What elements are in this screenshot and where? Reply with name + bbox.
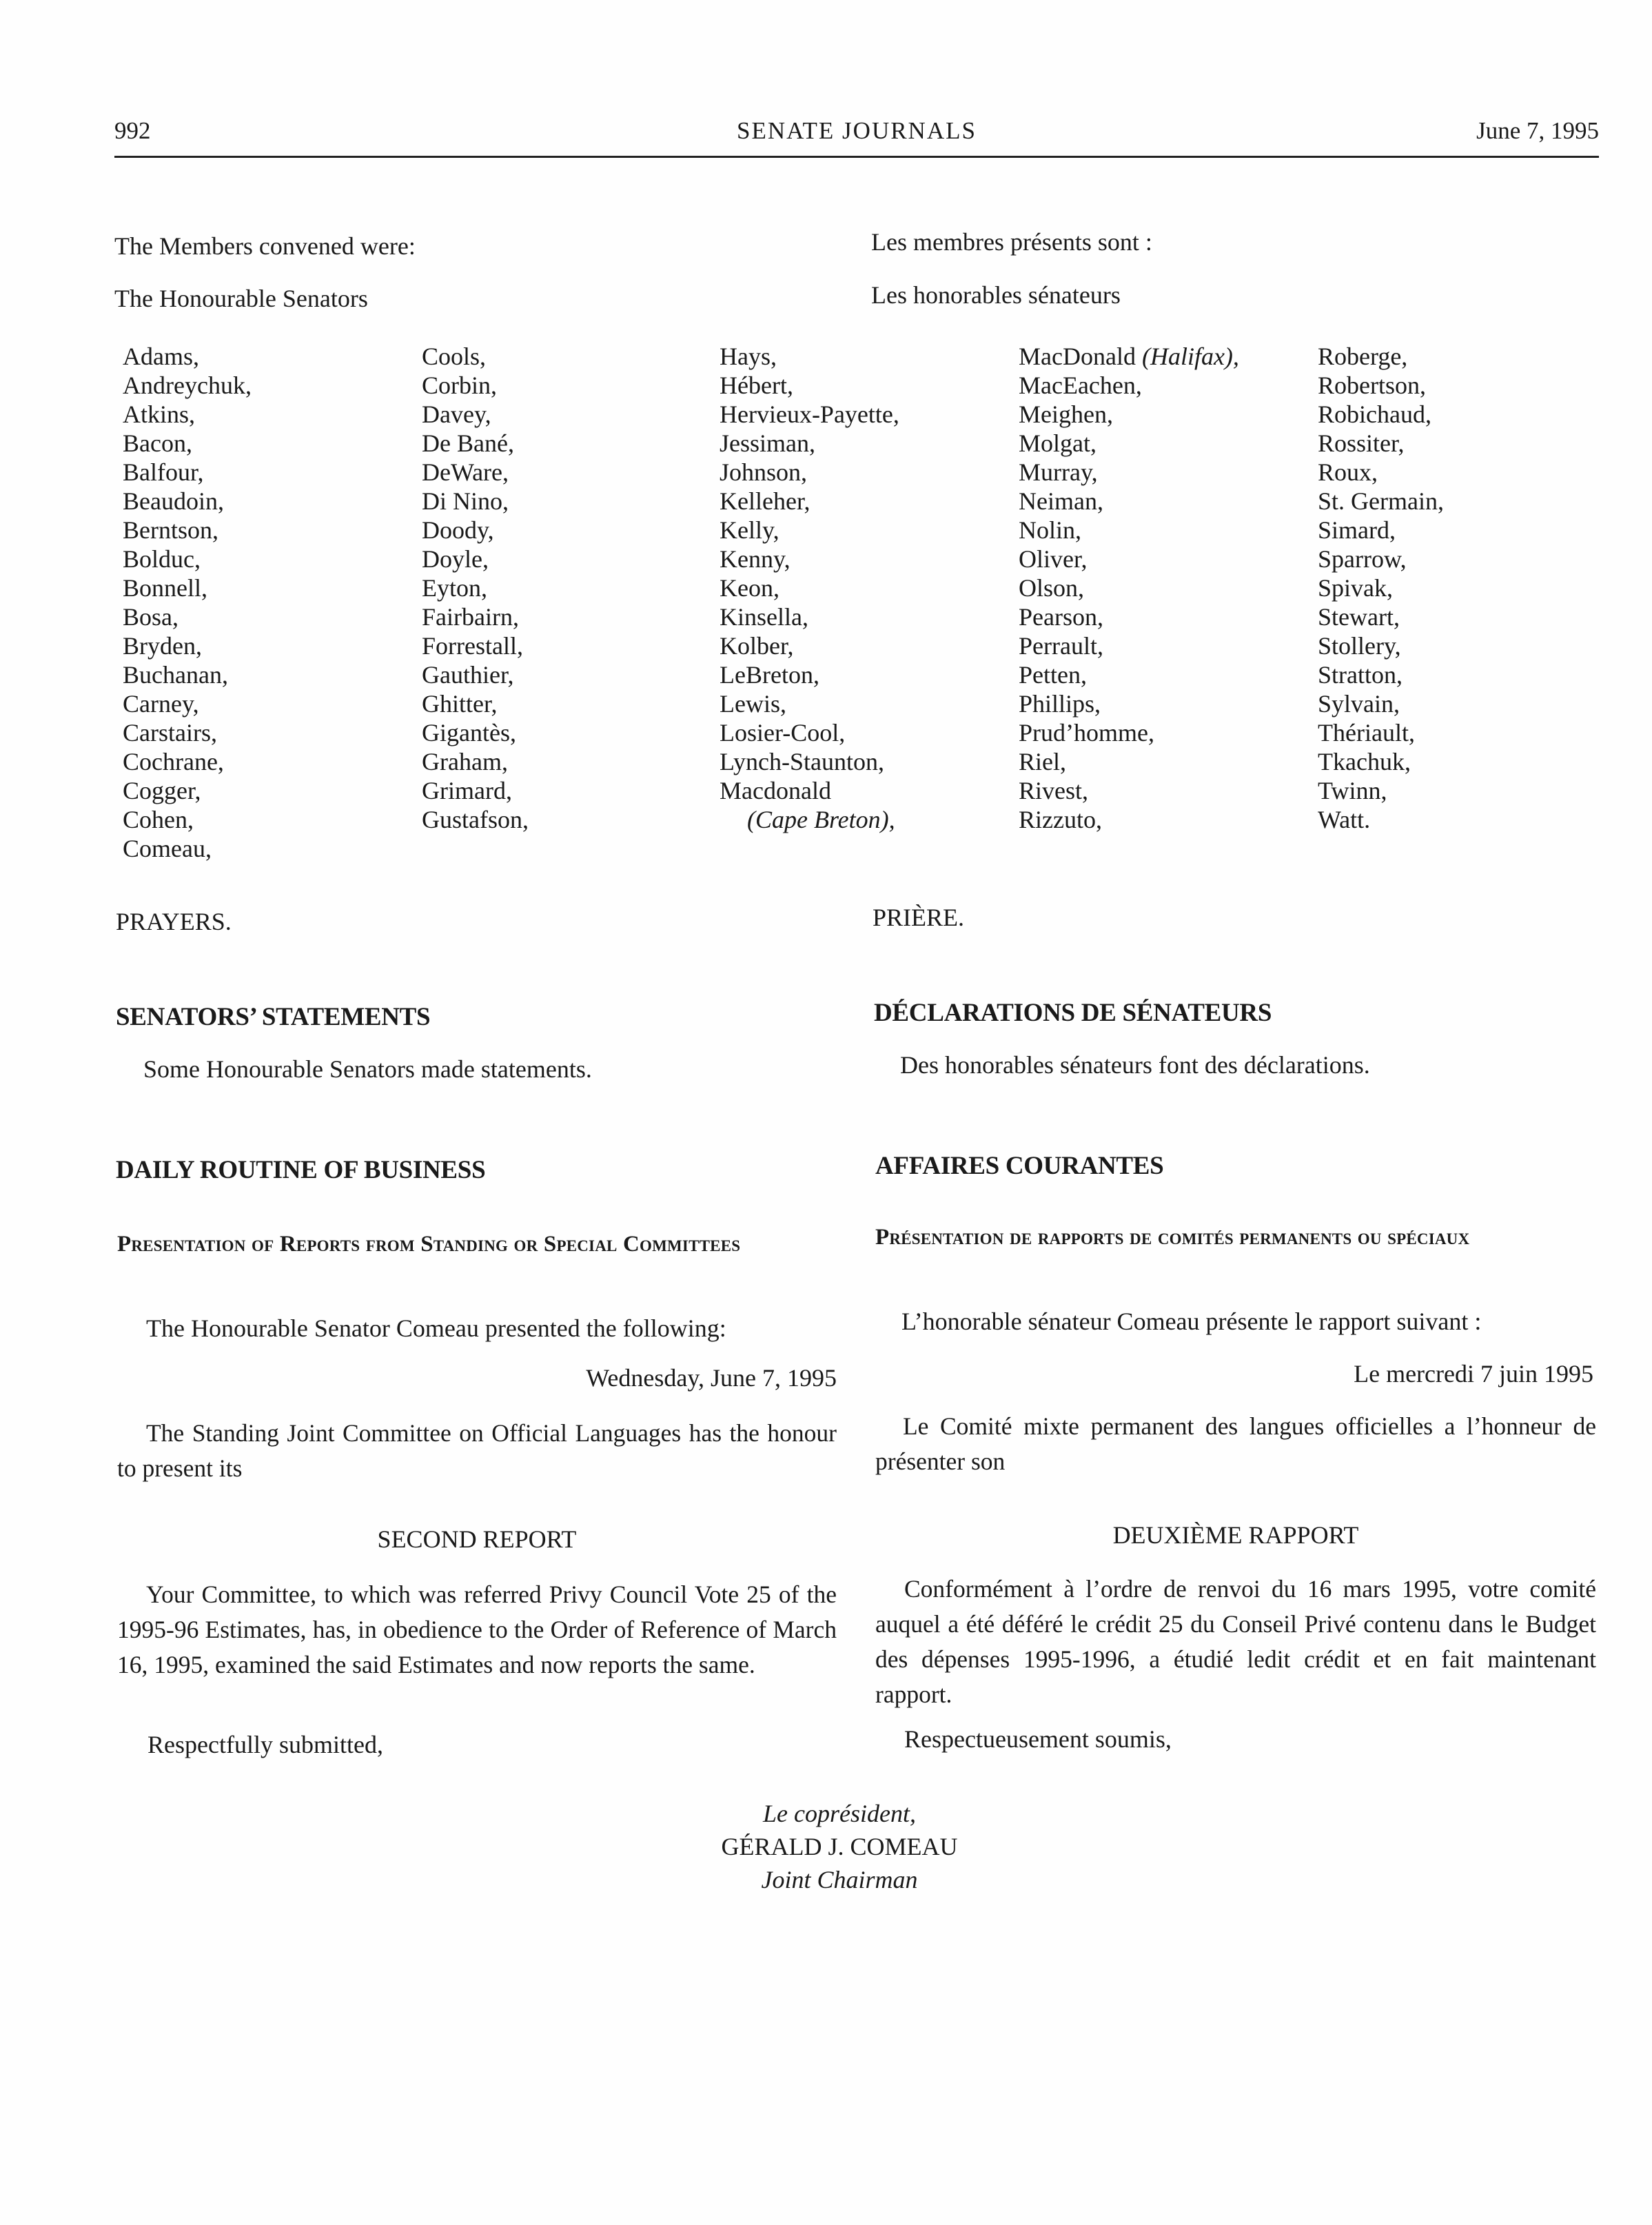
senator-name: Watt. <box>1318 806 1371 833</box>
senator-name: Doyle, <box>422 545 489 573</box>
senator-name: Johnson, <box>720 458 808 486</box>
senator-column-2 <box>422 342 529 834</box>
senator-name: Spivak, <box>1318 574 1394 602</box>
senator-name: Graham, <box>422 748 508 775</box>
statements-heading-en: SENATORS’ STATEMENTS <box>116 1003 431 1031</box>
signature-role-en: Joint Chairman <box>761 1866 918 1893</box>
members-convened-en: The Members convened were: <box>114 232 416 260</box>
reports-subheading-en: Presentation of Reports from Standing or Special Committees <box>117 1232 741 1257</box>
journal-title: SENATE JOURNALS <box>737 117 977 144</box>
senator-name: Kelly, <box>720 516 779 544</box>
closing-fr: Respectueusement soumis, <box>904 1725 1172 1753</box>
senator-name: Meighen, <box>1019 400 1113 428</box>
senator-name: Cogger, <box>123 777 201 804</box>
senator-name: Stollery, <box>1318 632 1401 660</box>
senator-name-with-riding <box>1019 342 1239 371</box>
senator-name: Gigantès, <box>422 719 516 746</box>
report-title-en: SECOND REPORT <box>377 1525 577 1553</box>
senator-name: Carstairs, <box>123 719 217 746</box>
senator-name: Bryden, <box>123 632 202 660</box>
senator-column-4 <box>1019 342 1239 834</box>
presented-fr: L’honorable sénateur Comeau présente le rapport suivant : <box>901 1308 1482 1335</box>
senator-name: Comeau, <box>123 835 212 862</box>
routine-heading-fr: AFFAIRES COURANTES <box>875 1152 1164 1180</box>
signature-role-fr: Le coprésident, <box>763 1800 916 1827</box>
header-date: June 7, 1995 <box>1476 117 1599 144</box>
senator-name: Cohen, <box>123 806 194 833</box>
senators-heading-fr: Les honorables sénateurs <box>871 281 1121 309</box>
senator-name: Hébert, <box>720 372 793 399</box>
senator-name: Losier-Cool, <box>720 719 846 746</box>
senator-name: Hervieux-Payette, <box>720 400 899 428</box>
senator-name: Simard, <box>1318 516 1396 544</box>
senator-name: Kolber, <box>720 632 794 660</box>
senator-name: Di Nino, <box>422 487 509 515</box>
senator-column-5 <box>1318 342 1444 834</box>
senator-name: Neiman, <box>1019 487 1103 515</box>
committee-intro-en: The Standing Joint Committee on Official Languages has the honour to present its <box>117 1419 837 1482</box>
report-date-fr: Le mercredi 7 juin 1995 <box>1354 1360 1593 1388</box>
prayers-fr: PRIÈRE. <box>873 904 965 931</box>
senator-name: Kelleher, <box>720 487 810 515</box>
reports-subheading-fr: Présentation de rapports de comités permanents ou spéciaux <box>875 1225 1470 1250</box>
senator-name: Nolin, <box>1019 516 1082 544</box>
senator-name: Hays, <box>720 343 777 370</box>
senator-name: Molgat, <box>1019 429 1097 457</box>
senator-name: Roberge, <box>1318 343 1408 370</box>
senator-name: Buchanan, <box>123 661 228 689</box>
senator-name: Gustafson, <box>422 806 529 833</box>
senator-name: Robichaud, <box>1318 400 1431 428</box>
senator-name: Olson, <box>1019 574 1085 602</box>
senator-riding: (Cape Breton), <box>747 806 895 833</box>
senator-name: Bacon, <box>123 429 192 457</box>
senator-name: Cools, <box>422 343 487 370</box>
senator-name: DeWare, <box>422 458 509 486</box>
senator-name: Corbin, <box>422 372 498 399</box>
senator-name: Twinn, <box>1318 777 1387 804</box>
senator-name: Kinsella, <box>720 603 808 631</box>
senator-name: Rizzuto, <box>1019 806 1102 833</box>
senator-name: Sparrow, <box>1318 545 1407 573</box>
senator-column-1 <box>123 342 252 863</box>
senator-name: Berntson, <box>123 516 218 544</box>
routine-heading-en: DAILY ROUTINE OF BUSINESS <box>116 1156 486 1184</box>
senator-name: Atkins, <box>123 400 196 428</box>
senator-name: Davey, <box>422 400 491 428</box>
senator-name: Petten, <box>1019 661 1087 689</box>
header-rule <box>114 156 1599 158</box>
senator-name: Bolduc, <box>123 545 201 573</box>
senator-name: Ghitter, <box>422 690 498 718</box>
page-header <box>114 117 1599 157</box>
senator-name: Balfour, <box>123 458 204 486</box>
statements-text-en: Some Honourable Senators made statements. <box>143 1055 592 1083</box>
senator-name: Phillips, <box>1019 690 1101 718</box>
senator-name: Murray, <box>1019 458 1098 486</box>
senator-name: Roux, <box>1318 458 1378 486</box>
senator-name: De Bané, <box>422 429 514 457</box>
senator-name: Jessiman, <box>720 429 815 457</box>
senator-name: Kenny, <box>720 545 791 573</box>
statements-text-fr: Des honorables sénateurs font des déclarations. <box>900 1051 1370 1079</box>
senator-name: MacEachen, <box>1019 372 1142 399</box>
senator-name: Doody, <box>422 516 494 544</box>
senator-name: Lewis, <box>720 690 786 718</box>
senator-name: Rivest, <box>1019 777 1089 804</box>
senator-name: Lynch-Staunton, <box>720 748 884 775</box>
senator-name: Beaudoin, <box>123 487 224 515</box>
senator-riding: (Halifax), <box>1141 343 1239 370</box>
senator-name: Eyton, <box>422 574 487 602</box>
signature-name: GÉRALD J. COMEAU <box>721 1833 958 1860</box>
senator-name: Robertson, <box>1318 372 1426 399</box>
senator-name: Bosa, <box>123 603 179 631</box>
senator-column-3 <box>720 342 899 834</box>
page-number: 992 <box>114 117 151 144</box>
prayers-en: PRAYERS. <box>116 908 232 935</box>
report-body-fr: Conformément à l’ordre de renvoi du 16 mars 1995, votre comité auquel a été déféré le crédit 25 du Conseil Privé contenu dans le Budget des dépenses 1995-1996, a étudié ledit crédit et en fait maintenant rapport. <box>875 1575 1596 1708</box>
senator-name: Rossiter, <box>1318 429 1405 457</box>
presented-en: The Honourable Senator Comeau presented the following: <box>146 1314 726 1342</box>
report-title-fr: DEUXIÈME RAPPORT <box>1112 1521 1359 1549</box>
senator-name: Riel, <box>1019 748 1066 775</box>
senator-name: Oliver, <box>1019 545 1088 573</box>
senator-name: Fairbairn, <box>422 603 519 631</box>
senator-name: Adams, <box>123 343 199 370</box>
senator-name: Stratton, <box>1318 661 1403 689</box>
senator-name: MacDonald <box>1019 343 1136 370</box>
report-body-en: Your Committee, to which was referred Privy Council Vote 25 of the 1995-96 Estimates, has, in obedience to the Order of Reference of March 16, 1995, examined the said Estimates and now reports the same. <box>117 1581 837 1678</box>
senator-name: Forrestall, <box>422 632 523 660</box>
senator-name: Gauthier, <box>422 661 514 689</box>
senator-name: Bonnell, <box>123 574 207 602</box>
senator-name: Perrault, <box>1019 632 1103 660</box>
senator-name: Carney, <box>123 690 199 718</box>
senator-name: Pearson, <box>1019 603 1103 631</box>
senator-name: Prud’homme, <box>1019 719 1154 746</box>
senators-heading-en: The Honourable Senators <box>114 285 368 312</box>
senator-name: Keon, <box>720 574 779 602</box>
report-date-en: Wednesday, June 7, 1995 <box>586 1364 837 1392</box>
senator-name: Andreychuk, <box>123 372 252 399</box>
committee-intro-fr: Le Comité mixte permanent des langues officielles a l’honneur de présenter son <box>875 1412 1596 1475</box>
senator-name: Macdonald <box>720 777 831 804</box>
senator-name: Grimard, <box>422 777 512 804</box>
statements-heading-fr: DÉCLARATIONS DE SÉNATEURS <box>874 999 1272 1027</box>
senator-name: LeBreton, <box>720 661 819 689</box>
senator-name: Thériault, <box>1318 719 1415 746</box>
members-convened-fr: Les membres présents sont : <box>871 228 1152 256</box>
senator-name: St. Germain, <box>1318 487 1444 515</box>
senator-name: Stewart, <box>1318 603 1400 631</box>
senator-name: Tkachuk, <box>1318 748 1411 775</box>
closing-en: Respectfully submitted, <box>147 1731 383 1758</box>
senator-name: Cochrane, <box>123 748 224 775</box>
senator-name: Sylvain, <box>1318 690 1400 718</box>
